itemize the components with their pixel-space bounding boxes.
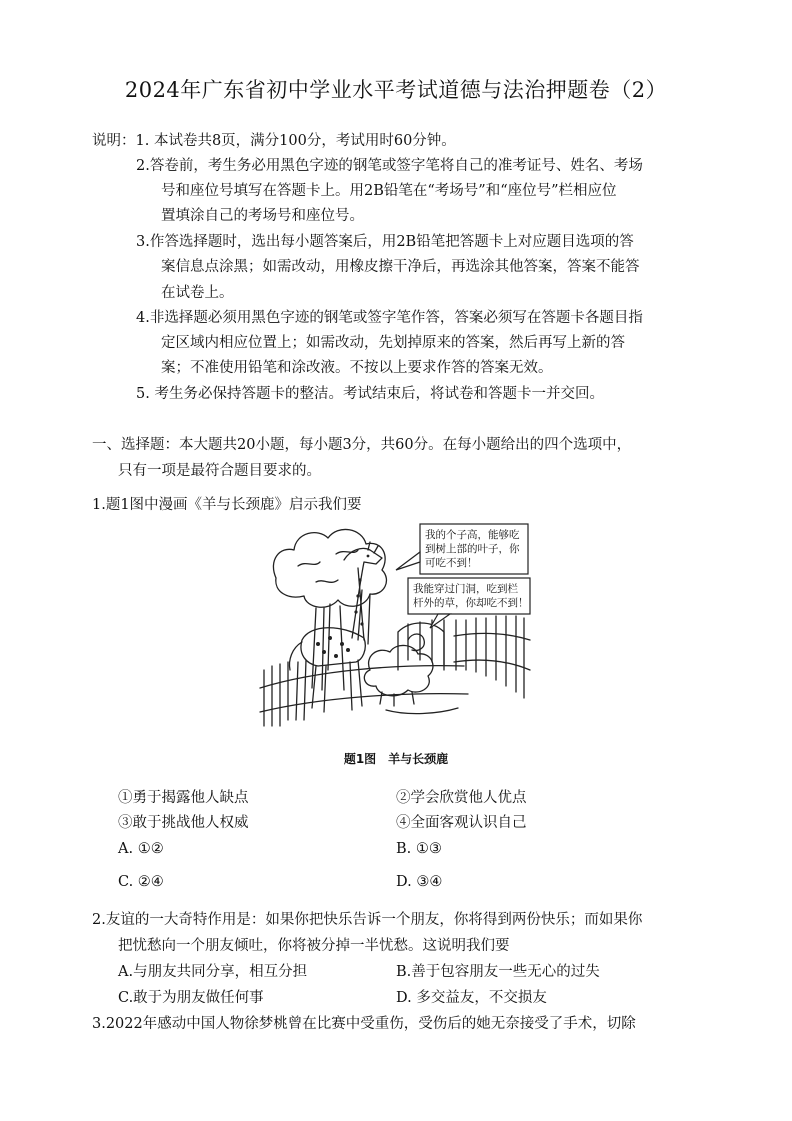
bubble1-line3: 可吃不到！: [425, 557, 478, 569]
option-d: D. ③④: [396, 874, 443, 890]
q2-option-b: B.善于包容朋友一些无心的过失: [396, 964, 600, 980]
instruction-2-cont: 号和座位号填写在答题卡上。用2B铅笔在“考场号”和“座位号”栏相应位: [161, 183, 617, 199]
instruction-1: 说明：1. 本试卷共8页，满分100分，考试用时60分钟。: [92, 133, 456, 149]
q2-option-a: A.与朋友共同分享，相互分担: [118, 964, 308, 980]
question-2-stem-cont: 把忧愁向一个朋友倾吐，你将被分掉一半忧愁。这说明我们要: [118, 938, 510, 954]
instruction-4: 4.非选择题必须用黑色字迹的钢笔或签字笔作答，答案必须写在答题卡各题目指: [136, 310, 643, 326]
section-heading-cont: 只有一项是最符合题目要求的。: [118, 463, 321, 479]
cartoon-sheep-giraffe: [258, 520, 533, 732]
option-c: C. ②④: [118, 874, 164, 890]
figure-caption: 题1图 羊与长颈鹿: [343, 752, 449, 766]
question-2-stem: 2.友谊的一大奇特作用是：如果你把快乐告诉一个朋友，你将得到两份快乐；而如果你: [92, 912, 643, 928]
instruction-2: 2.答卷前，考生务必用黑色字迹的钢笔或签字笔将自己的准考证号、姓名、考场: [136, 158, 643, 174]
instruction-2-cont: 置填涂自己的考场号和座位号。: [161, 208, 364, 224]
statement-4: ④全面客观认识自己: [396, 815, 527, 831]
q2-option-d: D. 多交益友，不交损友: [396, 990, 547, 1006]
instruction-3-cont: 在试卷上。: [161, 285, 234, 301]
bubble1-line1: 我的个子高，能够吃: [425, 529, 520, 541]
bubble2-line2: 杆外的草，你却吃不到！: [413, 597, 529, 609]
statement-3: ③敢于挑战他人权威: [118, 815, 249, 831]
question-3-stem: 3.2022年感动中国人物徐梦桃曾在比赛中受重伤，受伤后的她无奈接受了手术，切除: [92, 1016, 636, 1032]
instruction-3-cont: 案信息点涂黑；如需改动，用橡皮擦干净后，再选涂其他答案，答案不能答: [161, 259, 640, 275]
page-title: 2024年广东省初中学业水平考试道德与法治押题卷（2）: [124, 78, 668, 102]
q2-option-c: C.敢于为朋友做任何事: [118, 990, 264, 1006]
option-a: A. ①②: [118, 841, 164, 857]
bubble1-line2: 到树上部的叶子，你: [425, 543, 520, 555]
question-1-stem: 1.题1图中漫画《羊与长颈鹿》启示我们要: [92, 497, 362, 513]
option-b: B. ①③: [396, 841, 442, 857]
instruction-4-cont: 案；不准使用铅笔和涂改液。不按以上要求作答的答案无效。: [161, 360, 553, 376]
instruction-5: 5. 考生务必保持答题卡的整洁。考试结束后，将试卷和答题卡一并交回。: [136, 386, 604, 402]
section-heading: 一、选择题：本大题共20小题，每小题3分，共60分。在每小题给出的四个选项中，: [92, 437, 632, 453]
instruction-4-cont: 定区域内相应位置上；如需改动，先划掉原来的答案，然后再写上新的答: [161, 335, 625, 351]
statement-2: ②学会欣赏他人优点: [396, 790, 527, 806]
statement-1: ①勇于揭露他人缺点: [118, 790, 249, 806]
instruction-3: 3.作答选择题时，选出每小题答案后，用2B铅笔把答题卡上对应题目选项的答: [136, 234, 634, 250]
bubble2-line1: 我能穿过门洞，吃到栏: [413, 583, 518, 595]
